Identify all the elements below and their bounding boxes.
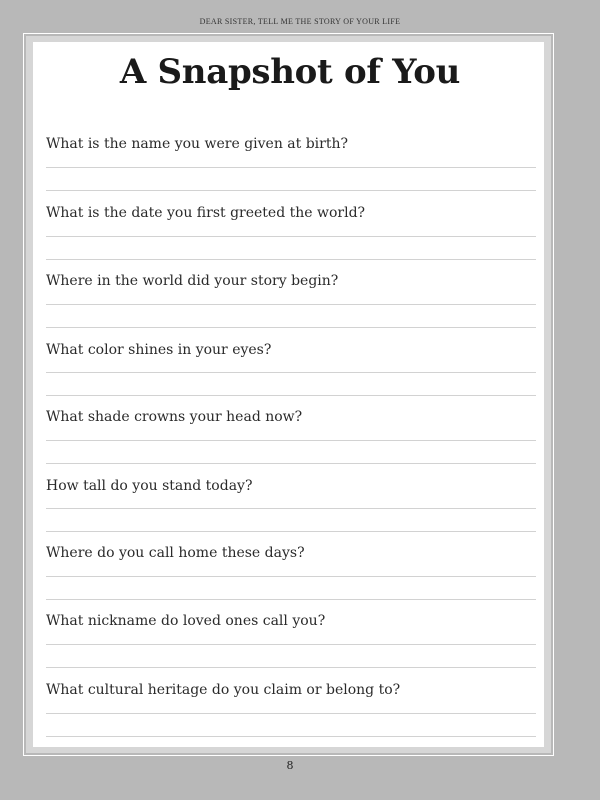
page-number: 8 <box>286 759 294 772</box>
page-title: A Snapshot of You <box>119 52 461 92</box>
question-nickname: What nickname do loved ones call you? <box>46 613 326 629</box>
answer-line <box>46 167 536 168</box>
answer-line <box>46 304 536 305</box>
answer-line <box>46 372 536 373</box>
answer-line <box>46 508 536 509</box>
question-heritage: What cultural heritage do you claim or belong to? <box>46 682 401 698</box>
answer-line <box>46 463 536 464</box>
question-height: How tall do you stand today? <box>46 478 253 494</box>
question-birth-date: What is the date you first greeted the world? <box>46 205 366 221</box>
question-birth-name: What is the name you were given at birth? <box>46 136 348 152</box>
answer-line <box>46 440 536 441</box>
answer-line <box>46 327 536 328</box>
answer-line <box>46 531 536 532</box>
question-hair-color: What shade crowns your head now? <box>46 409 303 425</box>
question-home: Where do you call home these days? <box>46 545 305 561</box>
answer-line <box>46 599 536 600</box>
running-header: DEAR SISTER, TELL ME THE STORY OF YOUR LIFE <box>199 17 401 26</box>
answer-line <box>46 713 536 714</box>
answer-line <box>46 259 536 260</box>
answer-line <box>46 644 536 645</box>
question-eye-color: What color shines in your eyes? <box>46 342 272 358</box>
answer-line <box>46 395 536 396</box>
answer-line <box>46 736 536 737</box>
answer-line <box>46 576 536 577</box>
answer-line <box>46 667 536 668</box>
answer-line <box>46 190 536 191</box>
question-birthplace: Where in the world did your story begin? <box>46 273 339 289</box>
answer-line <box>46 236 536 237</box>
